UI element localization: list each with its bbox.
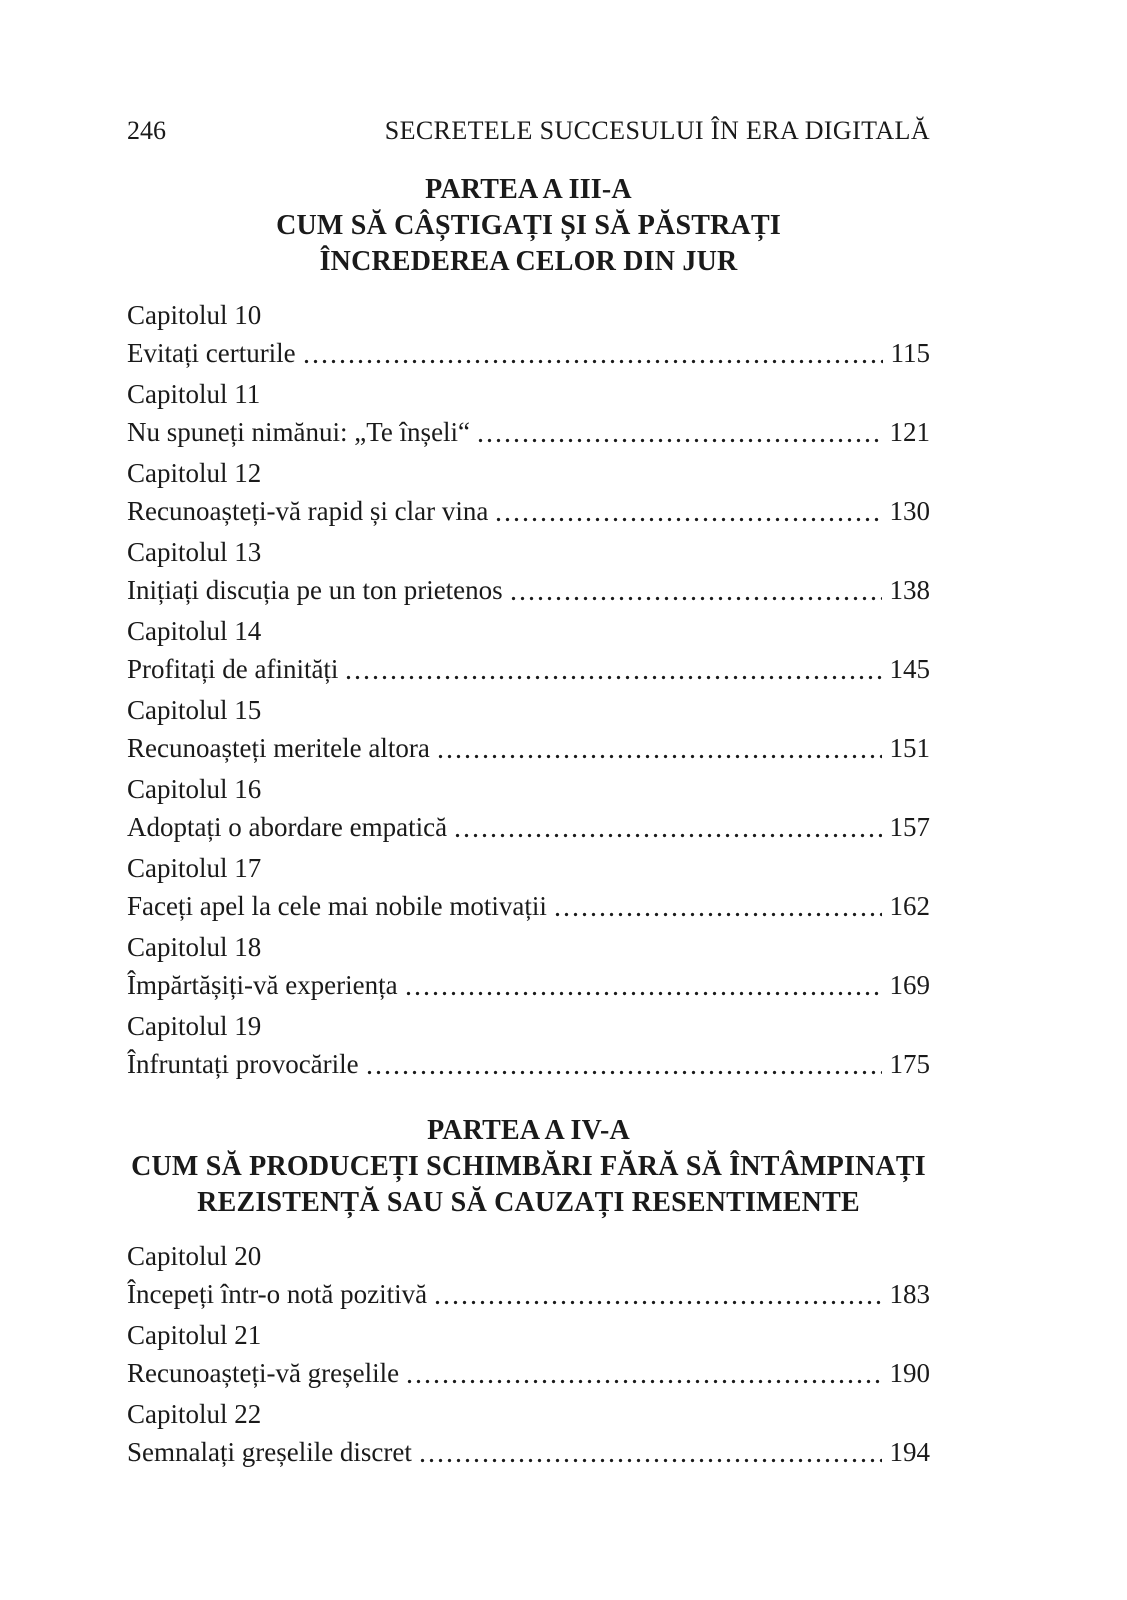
chapter-label: Capitolul 16 [127,774,262,804]
dot-leader [405,1379,881,1384]
toc-entries [127,296,930,1083]
dot-leader [436,754,882,759]
table-of-contents [127,172,930,1471]
toc-entry [127,1395,930,1471]
chapter-title: Recunoașteți-vă greșelile [127,1358,400,1388]
toc-entry [127,375,930,451]
toc-entry-line [127,1433,930,1471]
chapter-title: Recunoașteți-vă rapid și clar vina [127,496,489,526]
dot-leader [365,1070,882,1075]
chapter-label: Capitolul 19 [127,1011,262,1041]
toc-entry [127,691,930,767]
toc-section [127,172,930,1083]
dot-leader [476,438,881,443]
chapter-label: Capitolul 12 [127,458,262,488]
chapter-title: Nu spuneți nimănui: „Te înșeli“ [127,417,471,447]
toc-entry [127,612,930,688]
chapter-page-number: 115 [890,338,930,368]
chapter-page-number: 194 [889,1437,930,1467]
toc-entry-line [127,887,930,925]
chapter-label: Capitolul 20 [127,1241,262,1271]
chapter-title: Semnalați greșelile discret [127,1437,412,1467]
toc-entry-line [127,966,930,1004]
toc-entry-line [127,413,930,451]
chapter-label: Capitolul 17 [127,853,262,883]
toc-entry-line [127,1354,930,1392]
chapter-title: Înfruntați provocările [127,1049,359,1079]
chapter-page-number: 175 [889,1049,930,1079]
toc-entry-line [127,1275,930,1313]
dot-leader [433,1300,881,1305]
toc-entry [127,849,930,925]
dot-leader [553,912,882,917]
chapter-label: Capitolul 22 [127,1399,262,1429]
part-heading [127,1113,930,1221]
chapter-page-number: 169 [889,970,930,1000]
toc-entry [127,1316,930,1392]
chapter-page-number: 157 [889,812,930,842]
part-heading-line: CUM SĂ CÂȘTIGAȚI ȘI SĂ PĂSTRAȚI [276,210,781,241]
toc-entry [127,1007,930,1083]
chapter-title: Faceți apel la cele mai nobile motivații [127,891,547,921]
chapter-page-number: 183 [889,1279,930,1309]
chapter-title: Evitați certurile [127,338,296,368]
part-heading-line: CUM SĂ PRODUCEȚI SCHIMBĂRI FĂRĂ SĂ ÎNTÂMPINAȚI [131,1151,926,1182]
chapter-title: Profitați de afinități [127,654,339,684]
running-title: SECRETELE SUCCESULUI ÎN ERA DIGITALĂ [384,116,930,145]
part-heading [127,172,930,280]
chapter-title: Începeți într-o notă pozitivă [127,1279,428,1309]
toc-entries [127,1237,930,1471]
toc-entry [127,770,930,846]
dot-leader [453,833,881,838]
chapter-page-number: 190 [889,1358,930,1388]
toc-entry [127,454,930,530]
chapter-label: Capitolul 18 [127,932,262,962]
part-heading-line: REZISTENȚĂ SAU SĂ CAUZAȚI RESENTIMENTE [197,1187,860,1218]
toc-entry [127,928,930,1004]
toc-entry [127,1237,930,1313]
dot-leader [509,596,882,601]
chapter-page-number: 130 [889,496,930,526]
dot-leader [418,1458,882,1463]
dot-leader [404,991,882,996]
toc-entry [127,296,930,372]
page-number: 246 [127,116,166,145]
chapter-label: Capitolul 21 [127,1320,262,1350]
chapter-title: Recunoașteți meritele altora [127,733,430,763]
part-heading-line: PARTEA A IV-A [427,1115,630,1146]
toc-entry-line [127,571,930,609]
chapter-label: Capitolul 14 [127,616,262,646]
dot-leader [494,517,881,522]
toc-entry-line [127,729,930,767]
chapter-title: Împărtășiți-vă experiența [127,970,398,1000]
chapter-page-number: 145 [889,654,930,684]
toc-entry-line [127,492,930,530]
chapter-page-number: 151 [889,733,930,763]
chapter-title: Adoptați o abordare empatică [127,812,448,842]
toc-entry-line [127,1045,930,1083]
chapter-label: Capitolul 13 [127,537,262,567]
toc-entry-line [127,334,930,372]
chapter-label: Capitolul 10 [127,300,262,330]
chapter-title: Inițiați discuția pe un ton prietenos [127,575,503,605]
toc-section [127,1113,930,1471]
dot-leader [302,359,883,364]
toc-entry-line [127,650,930,688]
chapter-label: Capitolul 15 [127,695,262,725]
chapter-page-number: 162 [889,891,930,921]
part-heading-line: ÎNCREDEREA CELOR DIN JUR [319,246,738,277]
toc-entry [127,533,930,609]
dot-leader [344,675,881,680]
chapter-page-number: 121 [889,417,930,447]
page-header [127,116,930,146]
chapter-label: Capitolul 11 [127,379,261,409]
part-heading-line: PARTEA A III-A [425,174,632,205]
chapter-page-number: 138 [889,575,930,605]
toc-entry-line [127,808,930,846]
